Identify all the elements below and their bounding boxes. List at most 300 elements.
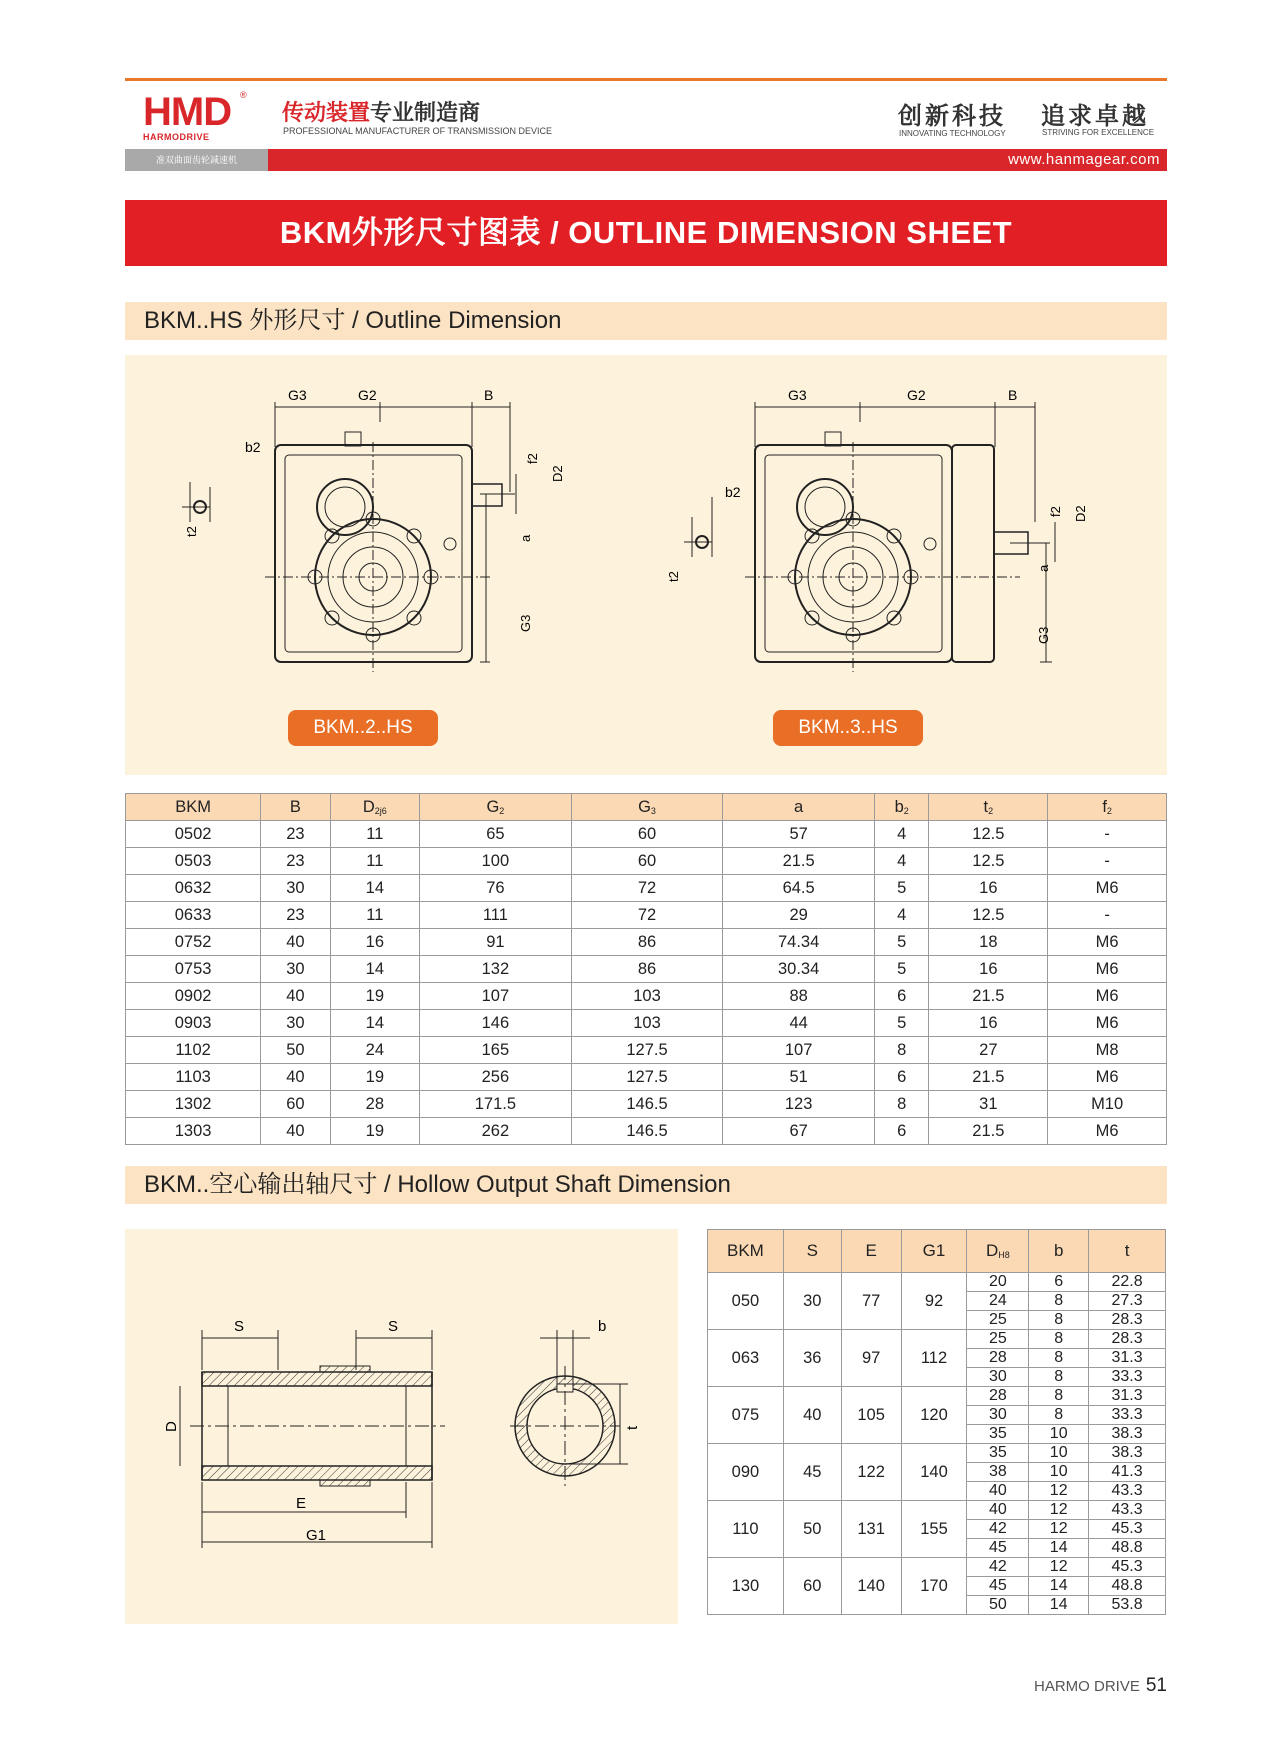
group-cell-e: 97 <box>841 1330 901 1387</box>
table-cell: 146 <box>420 1010 572 1037</box>
table-cell: 35 <box>967 1425 1029 1444</box>
col-header <box>874 794 929 821</box>
table-cell: 19 <box>330 983 419 1010</box>
table-cell: 0502 <box>126 821 261 848</box>
table-cell: 8 <box>1029 1349 1089 1368</box>
table-row <box>126 1091 1167 1118</box>
table-cell: 45 <box>967 1577 1029 1596</box>
table-cell: 262 <box>420 1118 572 1145</box>
table-cell: 57 <box>723 821 875 848</box>
header-sub: 2 <box>988 805 994 816</box>
table-cell: 10 <box>1029 1444 1089 1463</box>
table-cell: 74.34 <box>723 929 875 956</box>
dim-t2: t2 <box>184 526 199 537</box>
table-row <box>126 983 1167 1010</box>
table-cell: 25 <box>967 1311 1029 1330</box>
dim-s-right: S <box>388 1318 399 1335</box>
dim-g1: G1 <box>306 1527 327 1544</box>
header-sub: 3 <box>650 805 656 816</box>
table-cell: M10 <box>1048 1091 1167 1118</box>
group-cell-s: 60 <box>783 1558 841 1615</box>
registered-mark: ® <box>240 90 247 100</box>
table-cell: M6 <box>1048 1118 1167 1145</box>
header-main: BKM <box>727 1241 764 1260</box>
table-row <box>708 1387 1166 1406</box>
table-row <box>126 956 1167 983</box>
dim-g2: G2 <box>907 387 926 403</box>
col-header <box>330 794 419 821</box>
table-cell: 4 <box>874 821 929 848</box>
group-cell-s: 45 <box>783 1444 841 1501</box>
table-cell: 11 <box>330 902 419 929</box>
group-cell-e: 105 <box>841 1387 901 1444</box>
dim-g3-vertical: G3 <box>518 614 533 632</box>
tagline-cn-b: 专业制造商 <box>370 100 481 125</box>
table-cell: M8 <box>1048 1037 1167 1064</box>
dim-a: a <box>518 534 533 542</box>
section-title-outline: BKM..HS 外形尺寸 / Outline Dimension <box>125 302 1167 340</box>
group-cell-g1: 120 <box>901 1387 967 1444</box>
table-cell: M6 <box>1048 1064 1167 1091</box>
table-cell: 171.5 <box>420 1091 572 1118</box>
table-cell: - <box>1048 848 1167 875</box>
table-cell: 5 <box>874 929 929 956</box>
page-title: BKM外形尺寸图表 / OUTLINE DIMENSION SHEET <box>125 200 1167 266</box>
col-header <box>420 794 572 821</box>
table-cell: 6 <box>874 983 929 1010</box>
table-cell: 12.5 <box>929 902 1048 929</box>
table-row <box>708 1444 1166 1463</box>
table-cell: 12 <box>1029 1558 1089 1577</box>
table-cell: 28.3 <box>1089 1330 1166 1349</box>
table-cell: 21.5 <box>929 983 1048 1010</box>
header-main: B <box>289 797 301 816</box>
table-cell: 38 <box>967 1463 1029 1482</box>
dim-d2: D2 <box>1073 505 1088 522</box>
table-cell: 65 <box>420 821 572 848</box>
dim-g3: G3 <box>288 387 307 403</box>
outline-dimension-table <box>125 793 1167 1145</box>
header-main: BKM <box>175 797 211 816</box>
table-cell: M6 <box>1048 956 1167 983</box>
table-cell: 20 <box>967 1273 1029 1292</box>
header-main: a <box>794 797 804 816</box>
table-cell: 50 <box>261 1037 330 1064</box>
header-main: E <box>865 1241 877 1260</box>
table-cell: 40 <box>967 1482 1029 1501</box>
table-cell: 146.5 <box>571 1118 723 1145</box>
slogan-2-en: STRIVING FOR EXCELLENCE <box>1042 128 1155 137</box>
label-bkm-3-hs: BKM..3..HS <box>773 710 923 746</box>
table-cell: 40 <box>967 1501 1029 1520</box>
table-cell: 5 <box>874 1010 929 1037</box>
table-cell: 107 <box>420 983 572 1010</box>
table-cell: 8 <box>874 1037 929 1064</box>
table-cell: 0752 <box>126 929 261 956</box>
header-main: t <box>983 797 989 816</box>
website-link[interactable]: www.hanmagear.com <box>1008 151 1160 168</box>
table-cell: 43.3 <box>1089 1482 1166 1501</box>
dim-b: b <box>598 1318 607 1335</box>
table-row <box>126 902 1167 929</box>
table-cell: 111 <box>420 902 572 929</box>
group-cell-e: 122 <box>841 1444 901 1501</box>
dim-t2: t2 <box>666 571 681 582</box>
dim-s-left: S <box>234 1318 245 1335</box>
group-cell-e: 131 <box>841 1501 901 1558</box>
table-cell: 60 <box>261 1091 330 1118</box>
group-cell-g1: 112 <box>901 1330 967 1387</box>
table-cell: 30 <box>967 1368 1029 1387</box>
table-cell: 31.3 <box>1089 1387 1166 1406</box>
table-cell: 48.8 <box>1089 1577 1166 1596</box>
table-cell: 8 <box>874 1091 929 1118</box>
col-header <box>571 794 723 821</box>
col-header <box>1048 794 1167 821</box>
table-cell: 21.5 <box>929 1064 1048 1091</box>
dim-g2: G2 <box>358 387 377 403</box>
table-cell: 88 <box>723 983 875 1010</box>
group-cell-g1: 155 <box>901 1501 967 1558</box>
table-cell: 0633 <box>126 902 261 929</box>
table-cell: 72 <box>571 902 723 929</box>
tagline-cn-a: 传动装置 <box>282 100 371 125</box>
table-cell: 27 <box>929 1037 1048 1064</box>
table-cell: 45.3 <box>1089 1520 1166 1539</box>
table-header-row <box>126 794 1167 821</box>
col-header <box>126 794 261 821</box>
table-cell: 30 <box>261 875 330 902</box>
table-cell: 29 <box>723 902 875 929</box>
table-cell: 64.5 <box>723 875 875 902</box>
table-cell: 51 <box>723 1064 875 1091</box>
dim-f2: f2 <box>1048 506 1063 517</box>
table-cell: 100 <box>420 848 572 875</box>
table-cell: 0903 <box>126 1010 261 1037</box>
header-main: D <box>985 1241 999 1260</box>
table-row <box>708 1501 1166 1520</box>
table-cell: 8 <box>1029 1292 1089 1311</box>
drawing-bkm-3-hs <box>660 382 1100 702</box>
table-cell: 103 <box>571 1010 723 1037</box>
table-row <box>126 1010 1167 1037</box>
table-cell: 1302 <box>126 1091 261 1118</box>
group-cell-g1: 92 <box>901 1273 967 1330</box>
table-cell: 25 <box>967 1330 1029 1349</box>
col-header <box>1029 1230 1089 1273</box>
header-sub: 2 <box>1106 805 1112 816</box>
table-cell: 14 <box>1029 1577 1089 1596</box>
table-row <box>708 1273 1166 1292</box>
header-main: b <box>894 797 904 816</box>
group-cell-g1: 140 <box>901 1444 967 1501</box>
label-bkm-2-hs: BKM..2..HS <box>288 710 438 746</box>
page-footer <box>1034 1675 1167 1697</box>
table-cell: 86 <box>571 956 723 983</box>
header-sub: H8 <box>998 1250 1010 1260</box>
table-cell: 72 <box>571 875 723 902</box>
table-cell: 35 <box>967 1444 1029 1463</box>
header-main: S <box>806 1241 818 1260</box>
table-row <box>126 875 1167 902</box>
dim-b: B <box>1008 387 1018 403</box>
header-main: G <box>486 797 500 816</box>
table-cell: 11 <box>330 821 419 848</box>
table-cell: 60 <box>571 848 723 875</box>
table-cell: 14 <box>1029 1596 1089 1615</box>
table-cell: 8 <box>1029 1330 1089 1349</box>
hollow-shaft-table <box>707 1229 1166 1615</box>
table-cell: 0503 <box>126 848 261 875</box>
table-cell: 256 <box>420 1064 572 1091</box>
table-cell: 12.5 <box>929 821 1048 848</box>
header-main: G1 <box>922 1241 946 1260</box>
table-cell: 8 <box>1029 1368 1089 1387</box>
col-header <box>261 794 330 821</box>
table-cell: 24 <box>330 1037 419 1064</box>
header-main: b <box>1053 1241 1064 1260</box>
table-cell: 67 <box>723 1118 875 1145</box>
table-cell: 33.3 <box>1089 1406 1166 1425</box>
table-cell: 107 <box>723 1037 875 1064</box>
table-cell: 53.8 <box>1089 1596 1166 1615</box>
group-cell-bkm: 110 <box>708 1501 784 1558</box>
table-row <box>126 1118 1167 1145</box>
table-cell: 38.3 <box>1089 1425 1166 1444</box>
dim-b2: b2 <box>725 484 741 500</box>
table-cell: 28 <box>967 1349 1029 1368</box>
dim-d: D <box>163 1421 180 1432</box>
col-header <box>967 1230 1029 1273</box>
table-cell: 23 <box>261 902 330 929</box>
table-row <box>708 1558 1166 1577</box>
table-cell: 1102 <box>126 1037 261 1064</box>
table-cell: 28 <box>330 1091 419 1118</box>
hollow-shaft-table-body <box>708 1273 1166 1615</box>
table-cell: 38.3 <box>1089 1444 1166 1463</box>
table-cell: 12 <box>1029 1501 1089 1520</box>
table-header-row <box>708 1230 1166 1273</box>
dim-a: a <box>1036 564 1051 572</box>
table-cell: M6 <box>1048 983 1167 1010</box>
col-header <box>841 1230 901 1273</box>
table-cell: 132 <box>420 956 572 983</box>
table-cell: 5 <box>874 875 929 902</box>
group-cell-s: 50 <box>783 1501 841 1558</box>
table-cell: 1303 <box>126 1118 261 1145</box>
table-row <box>126 929 1167 956</box>
slogan-2: 追求卓越 <box>1041 101 1149 130</box>
table-cell: 19 <box>330 1064 419 1091</box>
header-sub: 2j6 <box>374 805 387 816</box>
header-main: t <box>1124 1241 1130 1260</box>
table-cell: 48.8 <box>1089 1539 1166 1558</box>
table-row <box>126 848 1167 875</box>
table-cell: 24 <box>967 1292 1029 1311</box>
table-cell: 43.3 <box>1089 1501 1166 1520</box>
table-cell: 18 <box>929 929 1048 956</box>
col-header <box>708 1230 784 1273</box>
table-cell: 23 <box>261 821 330 848</box>
table-cell: 11 <box>330 848 419 875</box>
slogan-1: 创新科技 <box>898 101 1006 130</box>
group-cell-bkm: 063 <box>708 1330 784 1387</box>
footer-brand: HARMO DRIVE <box>1034 1678 1140 1695</box>
table-cell: 44 <box>723 1010 875 1037</box>
dim-g3-vertical: G3 <box>1036 626 1051 644</box>
table-cell: 86 <box>571 929 723 956</box>
category-tag: 准双曲面齿轮减速机 <box>125 149 268 171</box>
logo-subtext: HARMODRIVE <box>143 132 210 142</box>
table-cell: 8 <box>1029 1311 1089 1330</box>
table-cell: 27.3 <box>1089 1292 1166 1311</box>
table-cell: 1103 <box>126 1064 261 1091</box>
table-cell: 31.3 <box>1089 1349 1166 1368</box>
table-cell: 30 <box>261 956 330 983</box>
table-cell: M6 <box>1048 875 1167 902</box>
logo-text: HMD <box>143 90 232 134</box>
header-main: D <box>362 797 375 816</box>
dim-g3: G3 <box>788 387 807 403</box>
table-cell: 12.5 <box>929 848 1048 875</box>
table-cell: 41.3 <box>1089 1463 1166 1482</box>
outline-table-body <box>126 821 1167 1145</box>
table-row <box>126 1064 1167 1091</box>
table-cell: 12 <box>1029 1482 1089 1501</box>
table-cell: 0632 <box>126 875 261 902</box>
group-cell-e: 77 <box>841 1273 901 1330</box>
col-header <box>723 794 875 821</box>
group-cell-e: 140 <box>841 1558 901 1615</box>
table-cell: 40 <box>261 1118 330 1145</box>
col-header <box>901 1230 967 1273</box>
table-cell: M6 <box>1048 929 1167 956</box>
table-cell: 21.5 <box>929 1118 1048 1145</box>
header-rule <box>125 78 1167 81</box>
table-row <box>126 821 1167 848</box>
group-cell-s: 40 <box>783 1387 841 1444</box>
group-cell-bkm: 130 <box>708 1558 784 1615</box>
company-logo <box>143 92 243 140</box>
table-cell: 23 <box>261 848 330 875</box>
dim-d2: D2 <box>550 465 565 482</box>
group-cell-g1: 170 <box>901 1558 967 1615</box>
header-sub: 2 <box>499 805 505 816</box>
table-cell: 30 <box>261 1010 330 1037</box>
table-cell: 10 <box>1029 1463 1089 1482</box>
header-main: G <box>638 797 651 816</box>
table-cell: 16 <box>929 875 1048 902</box>
dim-b2: b2 <box>245 439 261 455</box>
table-cell: 6 <box>874 1118 929 1145</box>
section-title-hollow-shaft: BKM..空心输出轴尺寸 / Hollow Output Shaft Dimension <box>125 1166 1167 1204</box>
table-cell: M6 <box>1048 1010 1167 1037</box>
table-cell: 19 <box>330 1118 419 1145</box>
table-cell: 16 <box>929 1010 1048 1037</box>
dim-t: t <box>624 1425 641 1430</box>
group-cell-bkm: 075 <box>708 1387 784 1444</box>
table-cell: 0753 <box>126 956 261 983</box>
company-tagline-en: PROFESSIONAL MANUFACTURER OF TRANSMISSION DEVICE <box>283 126 553 136</box>
table-cell: 16 <box>929 956 1048 983</box>
dim-b: B <box>484 387 494 403</box>
dim-f2: f2 <box>525 453 540 464</box>
table-cell: 45 <box>967 1539 1029 1558</box>
table-cell: 14 <box>330 1010 419 1037</box>
table-cell: 12 <box>1029 1520 1089 1539</box>
table-cell: 33.3 <box>1089 1368 1166 1387</box>
table-cell: 10 <box>1029 1425 1089 1444</box>
table-cell: 123 <box>723 1091 875 1118</box>
table-cell: 8 <box>1029 1406 1089 1425</box>
table-row <box>708 1330 1166 1349</box>
table-cell: 127.5 <box>571 1037 723 1064</box>
table-cell: 42 <box>967 1520 1029 1539</box>
table-cell: 28.3 <box>1089 1311 1166 1330</box>
col-header <box>783 1230 841 1273</box>
table-cell: - <box>1048 902 1167 929</box>
col-header <box>1089 1230 1166 1273</box>
group-cell-bkm: 050 <box>708 1273 784 1330</box>
table-cell: 60 <box>571 821 723 848</box>
table-cell: 40 <box>261 983 330 1010</box>
table-cell: 127.5 <box>571 1064 723 1091</box>
drawing-hollow-shaft <box>150 1300 670 1560</box>
table-cell: 50 <box>967 1596 1029 1615</box>
header-main: f <box>1102 797 1107 816</box>
table-cell: 14 <box>330 956 419 983</box>
table-cell: 103 <box>571 983 723 1010</box>
table-cell: 8 <box>1029 1387 1089 1406</box>
table-cell: 30 <box>967 1406 1029 1425</box>
table-cell: 31 <box>929 1091 1048 1118</box>
table-cell: 6 <box>1029 1273 1089 1292</box>
group-cell-s: 36 <box>783 1330 841 1387</box>
table-cell: - <box>1048 821 1167 848</box>
table-row <box>126 1037 1167 1064</box>
table-cell: 42 <box>967 1558 1029 1577</box>
table-cell: 0902 <box>126 983 261 1010</box>
group-cell-s: 30 <box>783 1273 841 1330</box>
table-cell: 165 <box>420 1037 572 1064</box>
table-cell: 21.5 <box>723 848 875 875</box>
table-cell: 76 <box>420 875 572 902</box>
table-cell: 4 <box>874 902 929 929</box>
drawing-bkm-2-hs <box>180 382 580 702</box>
header-sub: 2 <box>903 805 909 816</box>
table-cell: 22.8 <box>1089 1273 1166 1292</box>
table-cell: 6 <box>874 1064 929 1091</box>
table-cell: 45.3 <box>1089 1558 1166 1577</box>
table-cell: 4 <box>874 848 929 875</box>
group-cell-bkm: 090 <box>708 1444 784 1501</box>
table-cell: 14 <box>1029 1539 1089 1558</box>
table-cell: 30.34 <box>723 956 875 983</box>
page-number: 51 <box>1145 1675 1167 1696</box>
table-cell: 5 <box>874 956 929 983</box>
slogan-1-en: INNOVATING TECHNOLOGY <box>899 129 1006 138</box>
table-cell: 28 <box>967 1387 1029 1406</box>
table-cell: 40 <box>261 929 330 956</box>
table-cell: 40 <box>261 1064 330 1091</box>
table-cell: 91 <box>420 929 572 956</box>
dim-e: E <box>296 1495 307 1512</box>
company-tagline-cn <box>282 96 480 127</box>
table-cell: 14 <box>330 875 419 902</box>
col-header <box>929 794 1048 821</box>
table-cell: 16 <box>330 929 419 956</box>
table-cell: 146.5 <box>571 1091 723 1118</box>
